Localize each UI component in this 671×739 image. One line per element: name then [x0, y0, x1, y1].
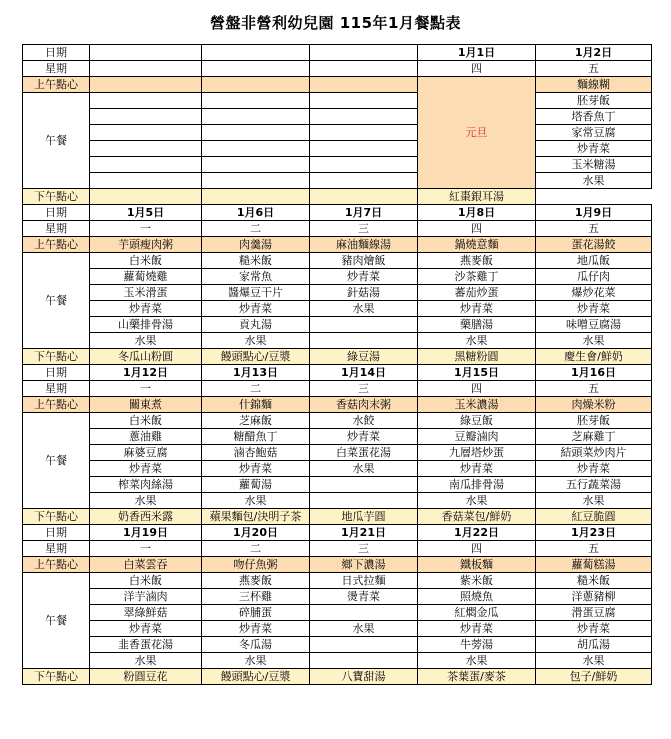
date-cell: 1月5日 — [90, 205, 202, 221]
lunch-cell: 水果 — [202, 333, 310, 349]
lunch-cell: 炒青菜 — [202, 621, 310, 637]
am-snack-row — [23, 237, 652, 253]
row-label-lunch: 午餐 — [23, 93, 90, 189]
am-snack-row — [23, 77, 652, 93]
lunch-cell: 蘿蔔湯 — [202, 477, 310, 493]
lunch-cell: 水果 — [90, 653, 202, 669]
lunch-cell — [310, 109, 418, 125]
lunch-cell: 滑蛋豆腐 — [536, 605, 652, 621]
weekday-cell: 二 — [202, 381, 310, 397]
weekday-cell: 五 — [536, 541, 652, 557]
date-cell: 1月9日 — [536, 205, 652, 221]
date-row — [23, 205, 652, 221]
lunch-cell: 麻婆豆腐 — [90, 445, 202, 461]
lunch-cell: 炒青菜 — [418, 461, 536, 477]
pm-snack-cell: 包子/鮮奶 — [536, 669, 652, 685]
pm-snack-cell: 八寶甜湯 — [310, 669, 418, 685]
lunch-cell: 炒青菜 — [418, 621, 536, 637]
lunch-cell: 炒青菜 — [90, 461, 202, 477]
lunch-cell: 水果 — [310, 621, 418, 637]
lunch-cell: 韭香蛋花湯 — [90, 637, 202, 653]
lunch-cell: 五行蔬菜湯 — [536, 477, 652, 493]
row-label-pm-snack: 下午點心 — [23, 189, 90, 205]
date-row — [23, 365, 652, 381]
am-snack-cell: 肉羹湯 — [202, 237, 310, 253]
lunch-cell: 醬爆豆干片 — [202, 285, 310, 301]
am-snack-cell: 鄉下濃湯 — [310, 557, 418, 573]
row-label-pm-snack: 下午點心 — [23, 669, 90, 685]
lunch-cell — [310, 653, 418, 669]
lunch-cell: 滷杏鮑菇 — [202, 445, 310, 461]
lunch-row — [23, 301, 652, 317]
lunch-cell: 碎脯蛋 — [202, 605, 310, 621]
lunch-cell: 糖醋魚丁 — [202, 429, 310, 445]
lunch-cell: 水果 — [310, 301, 418, 317]
lunch-cell — [310, 317, 418, 333]
pm-snack-cell: 茶葉蛋/麥茶 — [418, 669, 536, 685]
lunch-cell: 燕麥飯 — [418, 253, 536, 269]
lunch-cell: 紅燜金瓜 — [418, 605, 536, 621]
lunch-cell: 炒青菜 — [310, 269, 418, 285]
pm-snack-cell — [310, 189, 418, 205]
lunch-cell: 芝麻飯 — [202, 413, 310, 429]
lunch-row — [23, 653, 652, 669]
date-cell: 1月21日 — [310, 525, 418, 541]
lunch-cell — [90, 141, 202, 157]
am-snack-row — [23, 397, 652, 413]
weekday-cell — [90, 61, 202, 77]
weekday-cell: 一 — [90, 221, 202, 237]
pm-snack-cell: 饅頭點心/豆漿 — [202, 669, 310, 685]
pm-snack-cell: 粉圓豆花 — [90, 669, 202, 685]
lunch-cell: 水果 — [536, 333, 652, 349]
lunch-cell: 沙茶雞丁 — [418, 269, 536, 285]
weekday-cell: 五 — [536, 381, 652, 397]
lunch-row — [23, 269, 652, 285]
pm-snack-cell: 綠豆湯 — [310, 349, 418, 365]
lunch-cell: 白米飯 — [90, 573, 202, 589]
lunch-cell: 貢丸湯 — [202, 317, 310, 333]
lunch-cell: 炒青菜 — [536, 461, 652, 477]
lunch-row — [23, 589, 652, 605]
date-cell: 1月14日 — [310, 365, 418, 381]
lunch-cell: 瓜仔肉 — [536, 269, 652, 285]
lunch-cell: 藥膳湯 — [418, 317, 536, 333]
lunch-cell: 地瓜飯 — [536, 253, 652, 269]
am-snack-cell: 麵線糊 — [536, 77, 652, 93]
lunch-cell — [90, 109, 202, 125]
page-title: 營盤非營利幼兒園 115年1月餐點表 — [210, 14, 461, 32]
lunch-row — [23, 285, 652, 301]
lunch-row — [23, 445, 652, 461]
lunch-cell: 水果 — [310, 461, 418, 477]
lunch-cell: 洋蔥豬柳 — [536, 589, 652, 605]
lunch-cell: 山藥排骨湯 — [90, 317, 202, 333]
pm-snack-cell — [202, 189, 310, 205]
lunch-cell — [202, 157, 310, 173]
lunch-cell: 胚芽飯 — [536, 93, 652, 109]
lunch-cell: 炒青菜 — [202, 301, 310, 317]
lunch-row — [23, 477, 652, 493]
lunch-row — [23, 109, 652, 125]
am-snack-cell: 關東煮 — [90, 397, 202, 413]
date-cell: 1月7日 — [310, 205, 418, 221]
row-label-weekday: 星期 — [23, 541, 90, 557]
weekday-cell: 二 — [202, 221, 310, 237]
pm-snack-cell — [90, 189, 202, 205]
weekday-row — [23, 221, 652, 237]
lunch-cell: 家常魚 — [202, 269, 310, 285]
lunch-cell: 白菜蛋花湯 — [310, 445, 418, 461]
date-cell: 1月22日 — [418, 525, 536, 541]
lunch-cell: 水果 — [90, 493, 202, 509]
lunch-cell: 水果 — [536, 173, 652, 189]
date-cell — [90, 45, 202, 61]
pm-snack-cell: 紅豆脆圓 — [536, 509, 652, 525]
lunch-cell: 白米飯 — [90, 413, 202, 429]
lunch-row — [23, 621, 652, 637]
lunch-cell — [310, 125, 418, 141]
pm-snack-row — [23, 189, 652, 205]
lunch-row — [23, 461, 652, 477]
lunch-cell: 水餃 — [310, 413, 418, 429]
date-cell: 1月12日 — [90, 365, 202, 381]
lunch-row — [23, 573, 652, 589]
lunch-cell — [90, 173, 202, 189]
lunch-cell: 水果 — [536, 493, 652, 509]
lunch-cell: 塔香魚丁 — [536, 109, 652, 125]
lunch-cell: 針菇湯 — [310, 285, 418, 301]
lunch-cell: 紫米飯 — [418, 573, 536, 589]
lunch-cell — [202, 93, 310, 109]
am-snack-cell: 蛋花湯餃 — [536, 237, 652, 253]
date-cell: 1月8日 — [418, 205, 536, 221]
am-snack-cell — [310, 77, 418, 93]
date-cell — [202, 45, 310, 61]
weekday-cell: 五 — [536, 61, 652, 77]
weekday-cell: 三 — [310, 541, 418, 557]
date-cell: 1月23日 — [536, 525, 652, 541]
row-label-am-snack: 上午點心 — [23, 77, 90, 93]
weekday-cell — [310, 61, 418, 77]
pm-snack-row — [23, 669, 652, 685]
lunch-cell: 冬瓜湯 — [202, 637, 310, 653]
am-snack-cell: 鐵板麵 — [418, 557, 536, 573]
am-snack-row — [23, 557, 652, 573]
lunch-cell: 照燒魚 — [418, 589, 536, 605]
lunch-cell: 三杯雞 — [202, 589, 310, 605]
row-label-date: 日期 — [23, 45, 90, 61]
lunch-cell: 炒青菜 — [536, 141, 652, 157]
lunch-cell: 爆炒花菜 — [536, 285, 652, 301]
lunch-cell: 翠綠鮮菇 — [90, 605, 202, 621]
am-snack-cell: 芋頭瘦肉粥 — [90, 237, 202, 253]
lunch-cell: 蕃茄炒蛋 — [418, 285, 536, 301]
date-cell: 1月13日 — [202, 365, 310, 381]
row-label-am-snack: 上午點心 — [23, 237, 90, 253]
weekday-row — [23, 541, 652, 557]
row-label-date: 日期 — [23, 365, 90, 381]
row-label-pm-snack: 下午點心 — [23, 509, 90, 525]
weekday-cell: 五 — [536, 221, 652, 237]
lunch-row — [23, 413, 652, 429]
pm-snack-cell: 慶生會/鮮奶 — [536, 349, 652, 365]
lunch-cell — [310, 157, 418, 173]
pm-snack-cell: 香菇菜包/鮮奶 — [418, 509, 536, 525]
am-snack-cell: 白菜雲吞 — [90, 557, 202, 573]
weekday-cell: 一 — [90, 381, 202, 397]
weekday-cell: 四 — [418, 221, 536, 237]
lunch-cell — [202, 173, 310, 189]
lunch-row — [23, 333, 652, 349]
weekday-row — [23, 61, 652, 77]
weekday-cell: 四 — [418, 381, 536, 397]
lunch-cell: 水果 — [202, 653, 310, 669]
lunch-row — [23, 173, 652, 189]
lunch-cell — [310, 605, 418, 621]
lunch-cell — [90, 125, 202, 141]
am-snack-cell: 肉燥米粉 — [536, 397, 652, 413]
row-label-weekday: 星期 — [23, 61, 90, 77]
row-label-date: 日期 — [23, 525, 90, 541]
lunch-cell: 洋芋滷肉 — [90, 589, 202, 605]
lunch-cell: 燙青菜 — [310, 589, 418, 605]
am-snack-cell: 香菇肉末粥 — [310, 397, 418, 413]
lunch-cell — [310, 173, 418, 189]
lunch-cell: 水果 — [90, 333, 202, 349]
lunch-cell: 綠豆飯 — [418, 413, 536, 429]
lunch-cell: 炒青菜 — [536, 621, 652, 637]
lunch-cell: 豆瓣滷肉 — [418, 429, 536, 445]
menu-table — [22, 44, 652, 685]
lunch-cell — [90, 157, 202, 173]
am-snack-cell: 什錦麵 — [202, 397, 310, 413]
lunch-cell — [310, 141, 418, 157]
lunch-cell: 家常豆腐 — [536, 125, 652, 141]
am-snack-cell: 玉米濃湯 — [418, 397, 536, 413]
row-label-lunch: 午餐 — [23, 253, 90, 349]
date-cell: 1月20日 — [202, 525, 310, 541]
am-snack-cell: 麻油麵線湯 — [310, 237, 418, 253]
date-cell: 1月15日 — [418, 365, 536, 381]
pm-snack-cell: 奶香西米露 — [90, 509, 202, 525]
date-cell: 1月16日 — [536, 365, 652, 381]
lunch-cell: 南瓜排骨湯 — [418, 477, 536, 493]
lunch-cell: 水果 — [418, 493, 536, 509]
lunch-cell: 水果 — [418, 653, 536, 669]
weekday-row — [23, 381, 652, 397]
lunch-cell: 炒青菜 — [90, 621, 202, 637]
lunch-cell — [202, 125, 310, 141]
weekday-cell: 四 — [418, 541, 536, 557]
lunch-row — [23, 605, 652, 621]
lunch-cell: 日式拉麵 — [310, 573, 418, 589]
pm-snack-cell: 蘋果麵包/決明子茶 — [202, 509, 310, 525]
row-label-pm-snack: 下午點心 — [23, 349, 90, 365]
lunch-cell: 胚芽飯 — [536, 413, 652, 429]
lunch-cell: 九層塔炒蛋 — [418, 445, 536, 461]
lunch-row — [23, 637, 652, 653]
date-cell: 1月19日 — [90, 525, 202, 541]
weekday-cell: 一 — [90, 541, 202, 557]
pm-snack-row — [23, 349, 652, 365]
row-label-am-snack: 上午點心 — [23, 557, 90, 573]
lunch-cell: 結頭菜炒肉片 — [536, 445, 652, 461]
lunch-cell — [90, 93, 202, 109]
lunch-cell: 芝麻雞丁 — [536, 429, 652, 445]
lunch-cell: 榨菜肉絲湯 — [90, 477, 202, 493]
lunch-cell: 白米飯 — [90, 253, 202, 269]
weekday-cell: 四 — [418, 61, 536, 77]
lunch-cell: 炒青菜 — [536, 301, 652, 317]
row-label-date: 日期 — [23, 205, 90, 221]
lunch-cell — [310, 493, 418, 509]
pm-snack-cell: 饅頭點心/豆漿 — [202, 349, 310, 365]
lunch-cell: 蔥油雞 — [90, 429, 202, 445]
row-label-lunch: 午餐 — [23, 573, 90, 669]
lunch-cell — [310, 637, 418, 653]
lunch-row — [23, 493, 652, 509]
lunch-cell: 炒青菜 — [418, 301, 536, 317]
am-snack-cell — [202, 77, 310, 93]
lunch-cell: 豬肉燴飯 — [310, 253, 418, 269]
lunch-cell — [310, 93, 418, 109]
date-row — [23, 45, 652, 61]
lunch-cell — [310, 477, 418, 493]
lunch-cell: 味噌豆腐湯 — [536, 317, 652, 333]
lunch-row — [23, 429, 652, 445]
lunch-row — [23, 125, 652, 141]
lunch-cell: 胡瓜湯 — [536, 637, 652, 653]
lunch-cell: 玉米糖湯 — [536, 157, 652, 173]
lunch-cell — [310, 333, 418, 349]
row-label-am-snack: 上午點心 — [23, 397, 90, 413]
date-cell: 1月2日 — [536, 45, 652, 61]
date-cell: 1月1日 — [418, 45, 536, 61]
row-label-lunch: 午餐 — [23, 413, 90, 509]
lunch-cell: 糙米飯 — [536, 573, 652, 589]
lunch-row — [23, 141, 652, 157]
lunch-row — [23, 157, 652, 173]
lunch-cell: 炒青菜 — [90, 301, 202, 317]
lunch-cell: 炒青菜 — [202, 461, 310, 477]
date-cell — [310, 45, 418, 61]
row-label-weekday: 星期 — [23, 381, 90, 397]
lunch-cell: 水果 — [536, 653, 652, 669]
lunch-row — [23, 253, 652, 269]
date-cell: 1月6日 — [202, 205, 310, 221]
lunch-row — [23, 93, 652, 109]
weekday-cell: 二 — [202, 541, 310, 557]
weekday-cell: 三 — [310, 221, 418, 237]
weekday-cell: 三 — [310, 381, 418, 397]
lunch-cell: 燕麥飯 — [202, 573, 310, 589]
lunch-cell: 水果 — [418, 333, 536, 349]
lunch-cell: 炒青菜 — [310, 429, 418, 445]
lunch-cell: 牛蒡湯 — [418, 637, 536, 653]
am-snack-cell: 吻仔魚粥 — [202, 557, 310, 573]
am-snack-cell: 蘿蔔糕湯 — [536, 557, 652, 573]
am-snack-cell: 鍋燒意麵 — [418, 237, 536, 253]
pm-snack-row — [23, 509, 652, 525]
lunch-cell — [202, 141, 310, 157]
lunch-cell: 玉米滑蛋 — [90, 285, 202, 301]
weekday-cell — [202, 61, 310, 77]
row-label-weekday: 星期 — [23, 221, 90, 237]
pm-snack-cell: 黑糖粉圓 — [418, 349, 536, 365]
lunch-cell: 水果 — [202, 493, 310, 509]
pm-snack-cell: 冬瓜山粉圓 — [90, 349, 202, 365]
pm-snack-cell: 紅棗銀耳湯 — [418, 189, 536, 205]
lunch-cell: 蘿蔔燒雞 — [90, 269, 202, 285]
am-snack-cell — [90, 77, 202, 93]
pm-snack-cell: 地瓜芋圓 — [310, 509, 418, 525]
lunch-row — [23, 317, 652, 333]
holiday-cell: 元旦 — [418, 77, 536, 189]
lunch-cell — [202, 109, 310, 125]
lunch-cell: 糙米飯 — [202, 253, 310, 269]
date-row — [23, 525, 652, 541]
